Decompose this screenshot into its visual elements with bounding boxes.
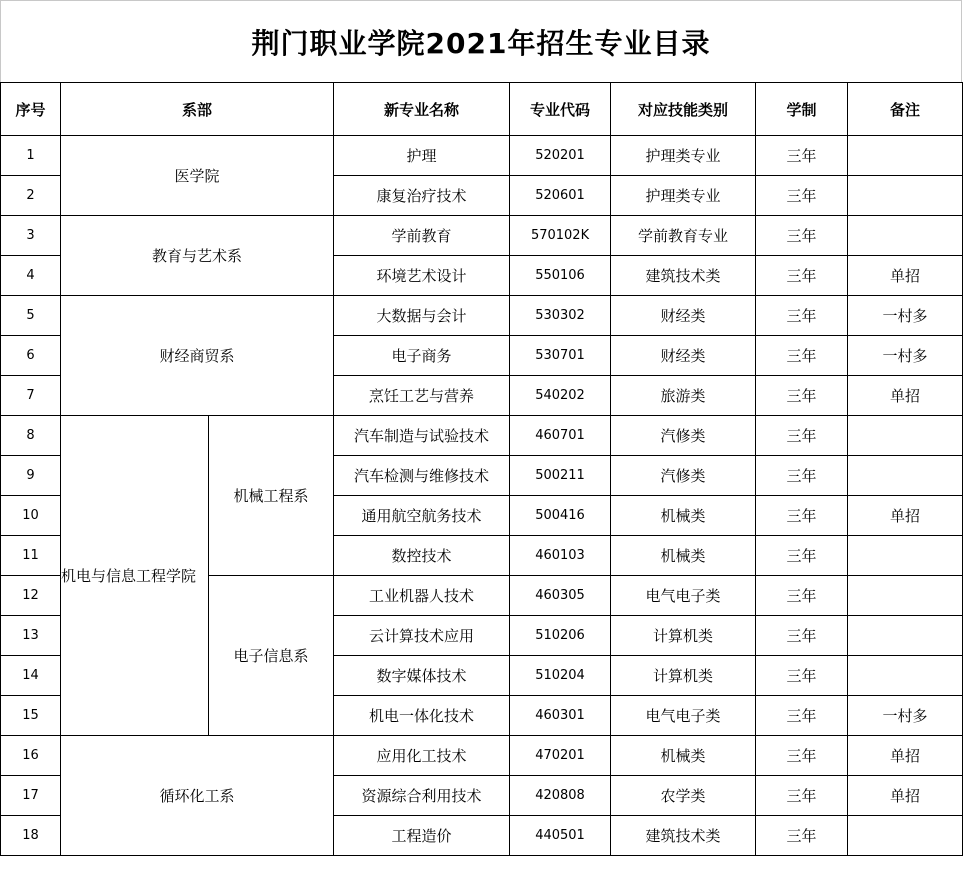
duration: 三年 xyxy=(756,336,848,376)
skill-category: 财经类 xyxy=(611,296,756,336)
row-index: 16 xyxy=(1,736,61,776)
skill-category: 机械类 xyxy=(611,536,756,576)
major-name: 数控技术 xyxy=(334,536,510,576)
major-name: 工程造价 xyxy=(334,816,510,856)
major-name: 汽车检测与维修技术 xyxy=(334,456,510,496)
skill-category: 计算机类 xyxy=(611,656,756,696)
duration: 三年 xyxy=(756,656,848,696)
row-index: 15 xyxy=(1,696,61,736)
major-code: 570102K xyxy=(510,216,611,256)
major-name: 通用航空航务技术 xyxy=(334,496,510,536)
remark xyxy=(848,456,963,496)
skill-category: 机械类 xyxy=(611,736,756,776)
row-index: 2 xyxy=(1,176,61,216)
skill-category: 汽修类 xyxy=(611,456,756,496)
skill-category: 计算机类 xyxy=(611,616,756,656)
major-name: 护理 xyxy=(334,136,510,176)
department-cell: 循环化工系 xyxy=(61,736,334,856)
remark: 单招 xyxy=(848,496,963,536)
major-name: 电子商务 xyxy=(334,336,510,376)
header-code: 专业代码 xyxy=(510,83,611,136)
major-code: 500211 xyxy=(510,456,611,496)
header-duration: 学制 xyxy=(756,83,848,136)
duration: 三年 xyxy=(756,536,848,576)
major-code: 530302 xyxy=(510,296,611,336)
row-index: 8 xyxy=(1,416,61,456)
header-department: 系部 xyxy=(61,83,334,136)
major-code: 470201 xyxy=(510,736,611,776)
table-row xyxy=(1,416,963,456)
skill-category: 电气电子类 xyxy=(611,696,756,736)
row-index: 11 xyxy=(1,536,61,576)
title-row xyxy=(0,0,962,82)
row-index: 14 xyxy=(1,656,61,696)
duration: 三年 xyxy=(756,216,848,256)
major-code: 460103 xyxy=(510,536,611,576)
major-code: 500416 xyxy=(510,496,611,536)
duration: 三年 xyxy=(756,136,848,176)
remark xyxy=(848,576,963,616)
duration: 三年 xyxy=(756,816,848,856)
row-index: 5 xyxy=(1,296,61,336)
major-name: 环境艺术设计 xyxy=(334,256,510,296)
duration: 三年 xyxy=(756,776,848,816)
department-cell: 教育与艺术系 xyxy=(61,216,334,296)
remark xyxy=(848,216,963,256)
majors-table xyxy=(0,82,963,856)
table-row xyxy=(1,136,963,176)
row-index: 6 xyxy=(1,336,61,376)
remark xyxy=(848,656,963,696)
row-index: 4 xyxy=(1,256,61,296)
major-name: 康复治疗技术 xyxy=(334,176,510,216)
major-code: 510204 xyxy=(510,656,611,696)
row-index: 3 xyxy=(1,216,61,256)
duration: 三年 xyxy=(756,416,848,456)
major-code: 460301 xyxy=(510,696,611,736)
skill-category: 汽修类 xyxy=(611,416,756,456)
skill-category: 建筑技术类 xyxy=(611,256,756,296)
duration: 三年 xyxy=(756,736,848,776)
remark: 单招 xyxy=(848,256,963,296)
header-index: 序号 xyxy=(1,83,61,136)
major-code: 520601 xyxy=(510,176,611,216)
duration: 三年 xyxy=(756,496,848,536)
sub-department-cell: 机械工程系 xyxy=(209,416,334,576)
sub-department-cell: 电子信息系 xyxy=(209,576,334,736)
major-code: 520201 xyxy=(510,136,611,176)
remark: 一村多 xyxy=(848,696,963,736)
table-row xyxy=(1,296,963,336)
skill-category: 护理类专业 xyxy=(611,176,756,216)
skill-category: 护理类专业 xyxy=(611,136,756,176)
major-name: 大数据与会计 xyxy=(334,296,510,336)
remark xyxy=(848,416,963,456)
major-code: 530701 xyxy=(510,336,611,376)
skill-category: 建筑技术类 xyxy=(611,816,756,856)
header-major: 新专业名称 xyxy=(334,83,510,136)
duration: 三年 xyxy=(756,576,848,616)
major-name: 学前教育 xyxy=(334,216,510,256)
duration: 三年 xyxy=(756,616,848,656)
remark xyxy=(848,816,963,856)
row-index: 18 xyxy=(1,816,61,856)
row-index: 9 xyxy=(1,456,61,496)
header-remarks: 备注 xyxy=(848,83,963,136)
row-index: 1 xyxy=(1,136,61,176)
major-name: 应用化工技术 xyxy=(334,736,510,776)
row-index: 10 xyxy=(1,496,61,536)
major-name: 工业机器人技术 xyxy=(334,576,510,616)
remark: 单招 xyxy=(848,776,963,816)
duration: 三年 xyxy=(756,456,848,496)
table-row xyxy=(1,216,963,256)
remark: 一村多 xyxy=(848,336,963,376)
major-name: 数字媒体技术 xyxy=(334,656,510,696)
remark xyxy=(848,176,963,216)
skill-category: 旅游类 xyxy=(611,376,756,416)
department-cell: 财经商贸系 xyxy=(61,296,334,416)
skill-category: 机械类 xyxy=(611,496,756,536)
major-code: 460701 xyxy=(510,416,611,456)
major-code: 460305 xyxy=(510,576,611,616)
row-index: 17 xyxy=(1,776,61,816)
major-code: 540202 xyxy=(510,376,611,416)
major-code: 420808 xyxy=(510,776,611,816)
row-index: 13 xyxy=(1,616,61,656)
duration: 三年 xyxy=(756,696,848,736)
remark: 一村多 xyxy=(848,296,963,336)
duration: 三年 xyxy=(756,296,848,336)
major-name: 汽车制造与试验技术 xyxy=(334,416,510,456)
duration: 三年 xyxy=(756,176,848,216)
skill-category: 农学类 xyxy=(611,776,756,816)
major-name: 资源综合利用技术 xyxy=(334,776,510,816)
duration: 三年 xyxy=(756,376,848,416)
row-index: 12 xyxy=(1,576,61,616)
skill-category: 学前教育专业 xyxy=(611,216,756,256)
skill-category: 电气电子类 xyxy=(611,576,756,616)
department-cell: 医学院 xyxy=(61,136,334,216)
remark xyxy=(848,616,963,656)
remark xyxy=(848,536,963,576)
major-code: 510206 xyxy=(510,616,611,656)
major-code: 440501 xyxy=(510,816,611,856)
major-name: 烹饪工艺与营养 xyxy=(334,376,510,416)
remark: 单招 xyxy=(848,376,963,416)
major-code: 550106 xyxy=(510,256,611,296)
skill-category: 财经类 xyxy=(611,336,756,376)
table-row xyxy=(1,736,963,776)
table-header-row xyxy=(1,83,963,136)
remark: 单招 xyxy=(848,736,963,776)
major-name: 云计算技术应用 xyxy=(334,616,510,656)
college-cell: 机电与信息工程学院 xyxy=(61,416,209,736)
duration: 三年 xyxy=(756,256,848,296)
major-name: 机电一体化技术 xyxy=(334,696,510,736)
page-title: 荆门职业学院2021年招生专业目录 xyxy=(251,26,711,60)
header-category: 对应技能类别 xyxy=(611,83,756,136)
row-index: 7 xyxy=(1,376,61,416)
remark xyxy=(848,136,963,176)
